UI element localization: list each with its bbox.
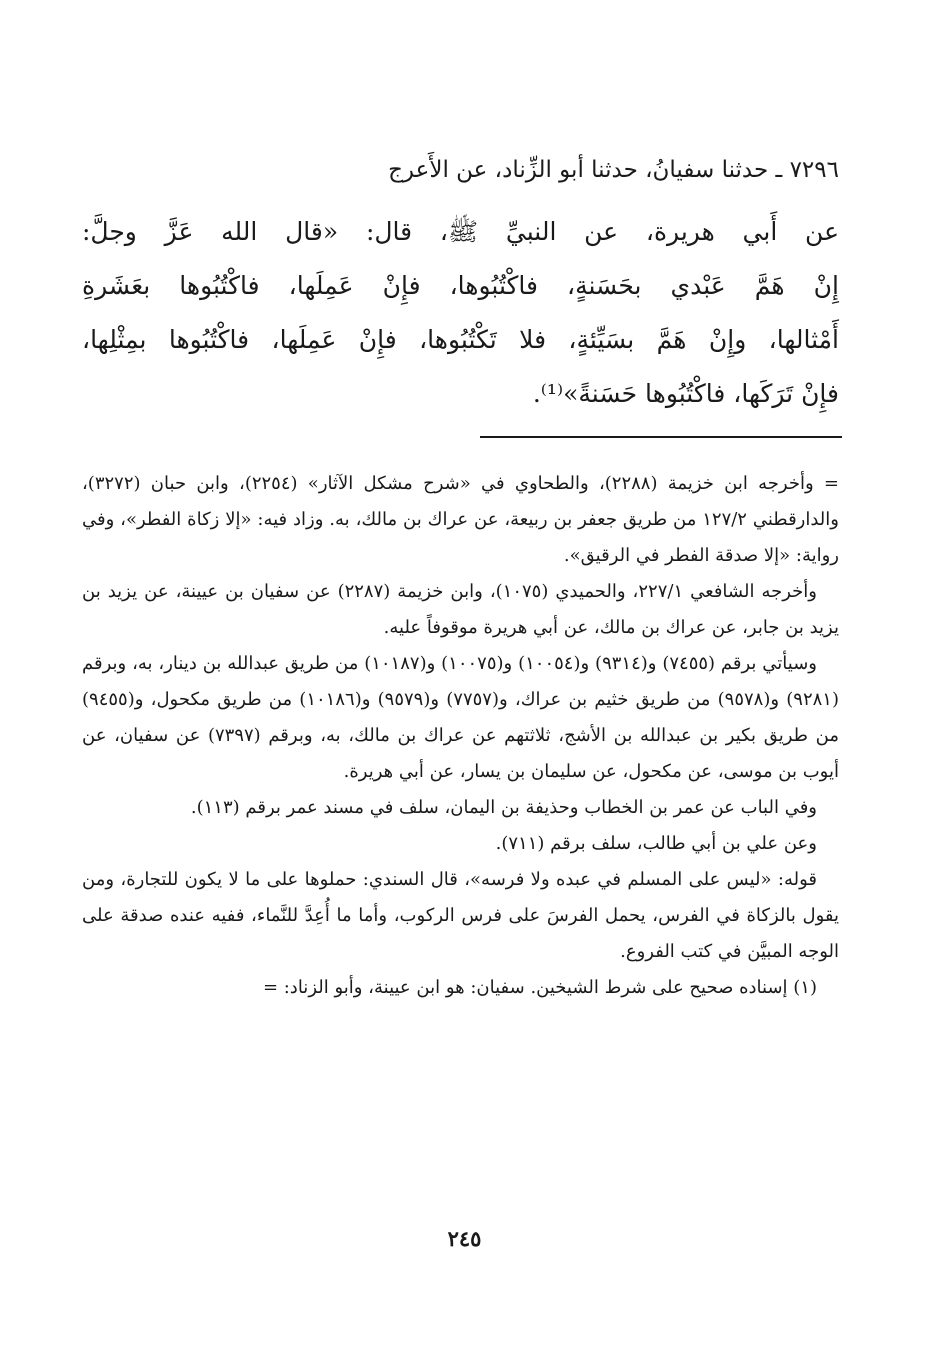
hadith-line: فإِنْ تَرَكَها، فاكْتُبُوها حَسَنةً»⁽¹⁾. [532,379,839,408]
footnote-divider [480,436,842,438]
hadith-line: أَمْثالها، وإِنْ هَمَّ بسَيِّئةٍ، فلا تَكْتُبُوها، فإِنْ عَمِلَها، فاكْتُبُوها بمِثْلِها، [82,325,839,354]
hadith-number-line: ٧٢٩٦ ـ حدثنا سفيانُ، حدثنا أبو الزِّناد، عن الأَعرج [388,157,839,183]
footnote-paragraph: قوله: «ليس على المسلم في عبده ولا فرسه»، قال السندي: حملوها على ما لا يكون للتجارة، ومن يقول بالزكاة في الفرس، يحمل الفرسَ على فرس الركوب، وأما ما أُعِدَّ للنَّماء، ففيه عنده صدقة على الوجه المبيَّن في كتب الفروع. [82,869,839,962]
footnote-paragraph: (١) إسناده صحيح على شرط الشيخين. سفيان: هو ابن عيينة، وأبو الزناد: = [262,977,817,998]
footnotes [82,466,839,1006]
hadith-line: عن أَبي هريرة، عن النبيِّ ﷺ، قال: «قال الله عَزَّ وجلَّ: [82,217,839,246]
hadith-line: إِنْ هَمَّ عَبْدي بحَسَنةٍ، فاكْتُبُوها، فإِنْ عَمِلَها، فاكْتُبُوها بعَشَرةِ [82,271,839,300]
footnote-paragraph: وأخرجه الشافعي ٢٢٧/١، والحميدي (١٠٧٥)، وابن خزيمة (٢٢٨٧) عن سفيان بن عيينة، عن يزيد بن يزيد بن جابر، عن عراك بن مالك، عن أبي هريرة موقوفاً عليه. [82,581,839,638]
footnote-paragraph: وفي الباب عن عمر بن الخطاب وحذيفة بن اليمان، سلف في مسند عمر برقم (١١٣). [190,797,817,818]
footnote-paragraph: وسيأتي برقم (٧٤٥٥) و(٩٣١٤) و(١٠٠٥٤) و(١٠٠٧٥) و(١٠١٨٧) من طريق عبدالله بن دينار، به، وبرقم (٩٢٨١) و(٩٥٧٨) من طريق خثيم بن عراك، و(٧٧٥٧) و(٩٥٧٩) و(١٠١٨٦) من طريق مكحول، و(٩٤٥٥) من طريق بكير بن عبدالله بن الأشج، ثلاثتهم عن عراك بن مالك، به، وبرقم (٧٣٩٧) عن سفيان، عن أيوب بن موسى، عن مكحول، عن سليمان بن يسار، عن أبي هريرة. [82,653,839,782]
footnote-paragraph: وعن علي بن أبي طالب، سلف برقم (٧١١). [495,833,817,854]
footnote-paragraph: = وأخرجه ابن خزيمة (٢٢٨٨)، والطحاوي في «شرح مشكل الآثار» (٢٢٥٤)، وابن حبان (٣٢٧٢)، والدارقطني ١٢٧/٢ من طريق جعفر بن ربيعة، عن عراك بن مالك، به. وزاد فيه: «إلا زكاة الفطر»، وفي رواية: «إلا صدقة الفطر في الرقيق». [82,473,840,566]
page-number: ٢٤٥ [447,1226,482,1251]
hadith-text [82,205,839,421]
